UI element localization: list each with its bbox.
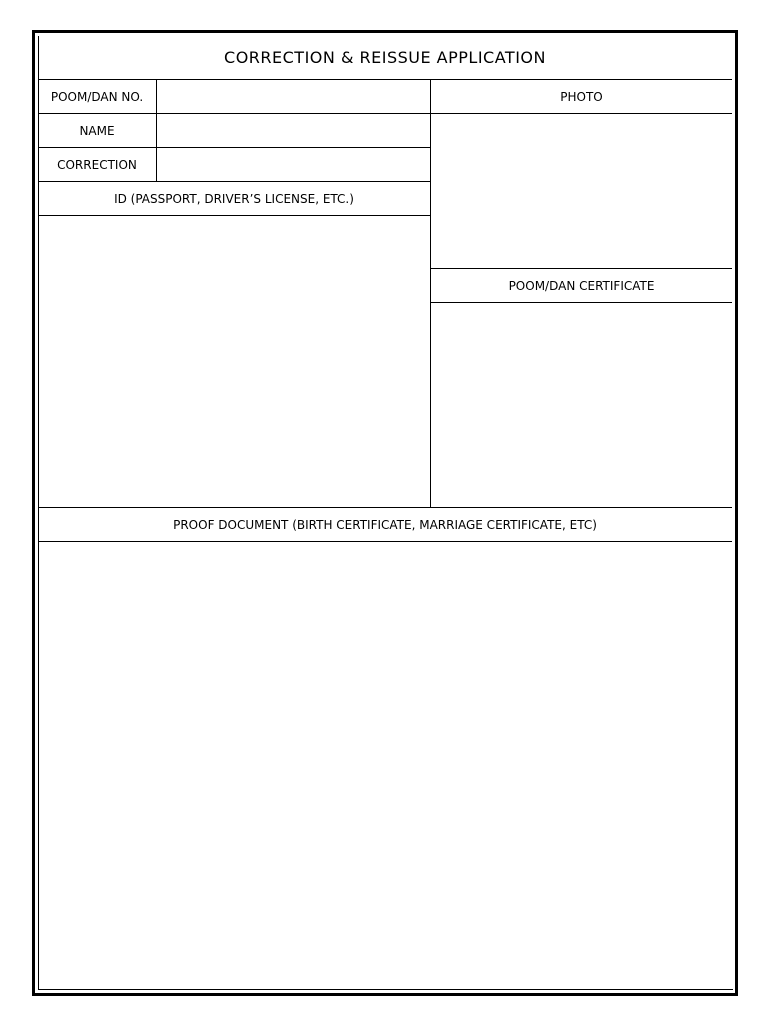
poom-dan-no-label: POOM/DAN NO. [38, 80, 156, 114]
name-label: NAME [38, 114, 156, 148]
poom-dan-certificate-area[interactable] [431, 303, 732, 508]
photo-label: PHOTO [431, 80, 732, 114]
name-field[interactable] [157, 114, 430, 148]
poom-dan-certificate-label: POOM/DAN CERTIFICATE [431, 269, 732, 303]
poom-dan-no-field[interactable] [157, 80, 430, 114]
proof-document-label: PROOF DOCUMENT (BIRTH CERTIFICATE, MARRIAGE CERTIFICATE, ETC) [38, 508, 732, 542]
id-document-label: ID (PASSPORT, DRIVER’S LICENSE, ETC.) [38, 182, 430, 216]
proof-document-area[interactable] [38, 542, 732, 988]
form-title: CORRECTION & REISSUE APPLICATION [38, 36, 732, 80]
correction-label: CORRECTION [38, 148, 156, 182]
correction-field[interactable] [157, 148, 430, 182]
id-document-area[interactable] [38, 216, 430, 508]
photo-area[interactable] [431, 114, 732, 269]
column-divider-line [430, 80, 431, 508]
label-divider-line [156, 80, 157, 182]
